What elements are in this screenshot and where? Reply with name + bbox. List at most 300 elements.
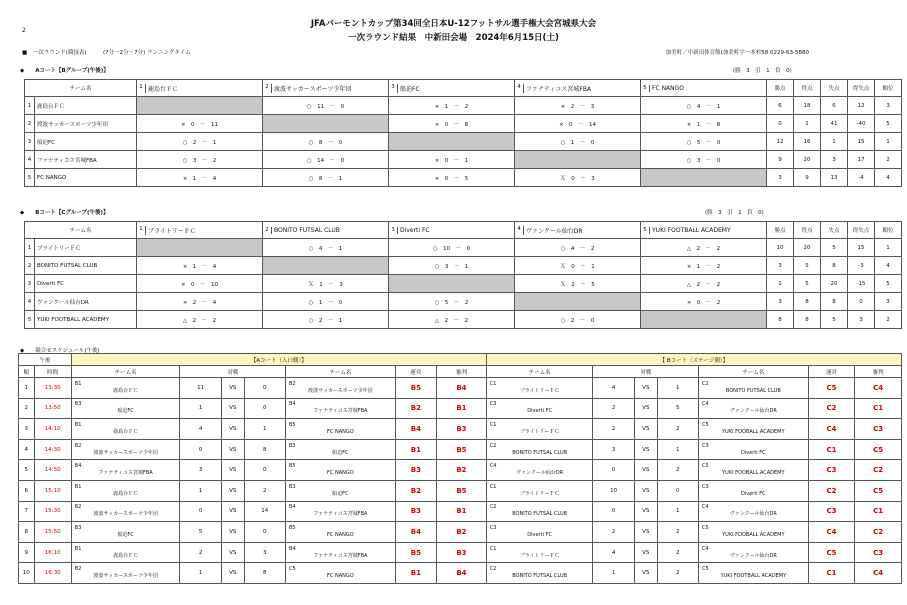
match-time: 13:50 bbox=[34, 398, 71, 419]
away-score: 1 bbox=[657, 439, 698, 460]
slot-code: B3 bbox=[74, 401, 82, 408]
home-team-cell bbox=[486, 398, 593, 419]
stat-value: 5 bbox=[821, 311, 848, 329]
operator-code: C1 bbox=[808, 439, 855, 460]
match-result-cell: × 0 － 10 bbox=[137, 275, 263, 293]
stat-value: 5 bbox=[794, 257, 821, 275]
stat-header: 得点 bbox=[794, 222, 821, 239]
match-time: 14:50 bbox=[34, 460, 71, 481]
team-name: Diverti FC bbox=[400, 226, 430, 234]
table-row bbox=[25, 133, 902, 151]
home-score: 2 bbox=[180, 542, 221, 563]
row-team-name: 渡波サッカースポーツ少年団 bbox=[35, 115, 137, 133]
team-name: 船迫FC bbox=[117, 531, 134, 538]
stat-header: 得失点 bbox=[848, 80, 875, 97]
slot-code: C5 bbox=[289, 566, 296, 573]
vs-label: VS bbox=[221, 378, 244, 399]
stat-value: 15 bbox=[848, 133, 875, 151]
self-match-cell bbox=[263, 257, 389, 275]
team-name: FC NANGO bbox=[652, 84, 685, 92]
row-team-name: 鹿島台ＦＣ bbox=[35, 97, 137, 115]
row-number: 3 bbox=[25, 133, 35, 151]
match-result-cell: ○ 2 － 0 bbox=[515, 311, 641, 329]
table-row bbox=[25, 169, 902, 187]
slot-code: B3 bbox=[74, 524, 82, 531]
slot-code: B4 bbox=[289, 545, 296, 552]
match-result-cell: × 0 － 11 bbox=[137, 115, 263, 133]
home-team-cell bbox=[71, 378, 180, 399]
slot-code: C3 bbox=[701, 442, 709, 449]
match-number: 7 bbox=[19, 501, 35, 522]
self-match-cell bbox=[137, 239, 263, 257]
home-score: 4 bbox=[180, 419, 221, 440]
court-a-header: 【Aコート（入口側）】 bbox=[71, 354, 486, 366]
team-name: YUKI FOOBALL ACADEMY bbox=[722, 428, 785, 435]
slot-code: B5 bbox=[289, 524, 296, 531]
team-name: 鹿島台ＦＣ bbox=[148, 85, 179, 93]
stat-value: 17 bbox=[848, 151, 875, 169]
self-match-cell bbox=[641, 169, 767, 187]
operator-code: C2 bbox=[808, 398, 855, 419]
opponent-header bbox=[641, 80, 767, 97]
opponent-header bbox=[263, 222, 389, 239]
referee-code: C3 bbox=[855, 542, 902, 563]
stat-value: 20 bbox=[794, 239, 821, 257]
referee-code: C2 bbox=[855, 522, 902, 543]
away-team-cell bbox=[286, 460, 396, 481]
slot-code: C2 bbox=[489, 566, 497, 573]
match-result-cell: × 2 － 4 bbox=[137, 293, 263, 311]
match-time: 15:50 bbox=[34, 522, 71, 543]
stat-value: 4 bbox=[875, 257, 902, 275]
home-score: 1 bbox=[180, 398, 221, 419]
stat-value: 1 bbox=[821, 133, 848, 151]
team-name: ブライトリーＦＣ bbox=[519, 387, 560, 394]
home-score: 0 bbox=[593, 501, 634, 522]
vs-label: VS bbox=[221, 480, 244, 501]
time-header: 時間 bbox=[34, 366, 71, 378]
opponent-header bbox=[641, 222, 767, 239]
home-score: 1 bbox=[180, 563, 221, 584]
slot-code: C3 bbox=[701, 483, 709, 490]
operator-code: B4 bbox=[395, 522, 436, 543]
referee-code: B1 bbox=[437, 501, 487, 522]
vs-label: VS bbox=[221, 460, 244, 481]
page-title: JFAバーモントカップ第34回全日本U-12フットサル選手権大会宮城県大会 bbox=[310, 19, 597, 29]
slot-code: C3 bbox=[489, 401, 497, 408]
stat-value: 12 bbox=[848, 97, 875, 115]
away-score: 2 bbox=[657, 460, 698, 481]
stat-value: 8 bbox=[821, 293, 848, 311]
away-team-cell bbox=[698, 542, 808, 563]
team-name: 渡波サッカースポーツ少年団 bbox=[93, 573, 158, 580]
match-number: 2 bbox=[19, 398, 35, 419]
slot-code: B3 bbox=[289, 442, 296, 449]
team-name: 鹿島台ＦＣ bbox=[113, 490, 139, 497]
stat-value: 5 bbox=[875, 115, 902, 133]
stat-value: 3 bbox=[848, 311, 875, 329]
team-name: 渡波サッカースポーツ少年団 bbox=[274, 85, 352, 93]
team-name: 鹿島台ＦＣ bbox=[113, 387, 139, 394]
team-name: 鹿島台ＦＣ bbox=[113, 552, 139, 559]
away-team-cell bbox=[698, 398, 808, 419]
match-result-cell: ○ 5 － 2 bbox=[389, 293, 515, 311]
match-result-cell: Ｘ 1 － 3 bbox=[263, 275, 389, 293]
operator-code: B3 bbox=[395, 501, 436, 522]
slot-code: B1 bbox=[74, 545, 82, 552]
team-number: 3 bbox=[389, 227, 398, 234]
match-result-cell: ○ 10 － 0 bbox=[389, 239, 515, 257]
team-name: ヴァンクール仙台DR bbox=[526, 227, 583, 235]
group-a-record-legend: (勝 3 引 1 負 0) bbox=[733, 68, 792, 74]
away-team-cell bbox=[698, 522, 808, 543]
away-score: 8 bbox=[244, 563, 285, 584]
match-result-cell: ○ 3 － 0 bbox=[641, 151, 767, 169]
schedule-row bbox=[19, 563, 902, 584]
slot-code: B1 bbox=[74, 483, 82, 490]
slot-code: B2 bbox=[74, 442, 82, 449]
vs-label: VS bbox=[634, 563, 657, 584]
away-team-cell bbox=[698, 419, 808, 440]
referee-code: C3 bbox=[855, 419, 902, 440]
team-name: ファナティコス宮城FBA bbox=[313, 511, 368, 518]
away-team-cell bbox=[698, 480, 808, 501]
vs-label: VS bbox=[634, 501, 657, 522]
referee-code: C5 bbox=[855, 480, 902, 501]
match-result-cell: ○ 1 － 0 bbox=[263, 293, 389, 311]
slot-code: C2 bbox=[489, 504, 497, 511]
match-result-cell: Ｘ 0 － 1 bbox=[515, 257, 641, 275]
operator-header: 運営 bbox=[395, 366, 436, 378]
match-number: 3 bbox=[19, 419, 35, 440]
team-header: チーム名 bbox=[486, 366, 593, 378]
team-name: BONITO FUTSAL CLUB bbox=[274, 226, 340, 234]
schedule-row bbox=[19, 460, 902, 481]
schedule-table bbox=[18, 353, 902, 584]
row-number: 4 bbox=[25, 151, 35, 169]
referee-code: B4 bbox=[437, 378, 487, 399]
match-time: 15:10 bbox=[34, 480, 71, 501]
match-time: 13:30 bbox=[34, 378, 71, 399]
stat-value: 0 bbox=[848, 293, 875, 311]
home-team-cell bbox=[486, 419, 593, 440]
away-score: 2 bbox=[657, 522, 698, 543]
match-result-cell: × 1 － 4 bbox=[137, 257, 263, 275]
match-number: 1 bbox=[19, 378, 35, 399]
slot-code: C5 bbox=[701, 463, 709, 470]
vs-label: VS bbox=[634, 460, 657, 481]
operator-code: C3 bbox=[808, 460, 855, 481]
stat-header: 順位 bbox=[875, 222, 902, 239]
self-match-cell bbox=[515, 293, 641, 311]
away-score: 1 bbox=[657, 378, 698, 399]
team-number: 1 bbox=[137, 84, 146, 93]
match-result-cell: △ 2 － 2 bbox=[389, 311, 515, 329]
home-team-cell bbox=[486, 542, 593, 563]
slot-code: B4 bbox=[289, 401, 296, 408]
away-score: 5 bbox=[657, 398, 698, 419]
team-name-header: チーム名 bbox=[25, 222, 137, 239]
team-name: YUKI FOOTBALL ACADEMY bbox=[720, 573, 787, 580]
home-score: 10 bbox=[593, 480, 634, 501]
group-b-label: ◆ Bコート【Cグループ(午後)】 bbox=[20, 210, 109, 216]
schedule-row bbox=[19, 439, 902, 460]
operator-code: C5 bbox=[808, 378, 855, 399]
stat-value: 1 bbox=[875, 133, 902, 151]
team-name: Diverti FC bbox=[527, 531, 552, 538]
team-name: ヴァンクール仙台DR bbox=[729, 408, 777, 415]
row-number: 4 bbox=[25, 293, 35, 311]
schedule-row bbox=[19, 522, 902, 543]
operator-code: B2 bbox=[395, 480, 436, 501]
team-name: ブライトリーＦＣ bbox=[519, 552, 560, 559]
match-result-cell: × 1 － 4 bbox=[137, 169, 263, 187]
match-result-cell: ○ 8 － 1 bbox=[263, 169, 389, 187]
team-number: 2 bbox=[263, 84, 272, 93]
team-number: 4 bbox=[515, 84, 524, 93]
match-number: 9 bbox=[19, 542, 35, 563]
opponent-header bbox=[263, 80, 389, 97]
home-score: 2 bbox=[593, 419, 634, 440]
opponent-header bbox=[515, 80, 641, 97]
team-name-header: チーム名 bbox=[25, 80, 137, 97]
row-team-name: BONITO FUTSAL CLUB bbox=[35, 257, 137, 275]
away-score: 1 bbox=[657, 501, 698, 522]
slot-code: B5 bbox=[289, 463, 296, 470]
vs-label: VS bbox=[634, 480, 657, 501]
vs-label: VS bbox=[634, 398, 657, 419]
match-result-cell: × 1 － 8 bbox=[641, 115, 767, 133]
team-name: YUKI FOOBALL ACADEMY bbox=[722, 470, 785, 477]
referee-code: B3 bbox=[437, 542, 487, 563]
home-score: 11 bbox=[180, 378, 221, 399]
away-score: 8 bbox=[244, 439, 285, 460]
referee-header: 審判 bbox=[437, 366, 487, 378]
row-number: 2 bbox=[25, 115, 35, 133]
opponent-header bbox=[137, 222, 263, 239]
away-team-cell bbox=[286, 480, 396, 501]
match-time: 14:10 bbox=[34, 419, 71, 440]
team-name: Diverti FC bbox=[741, 449, 766, 456]
team-number: 3 bbox=[389, 84, 398, 93]
stat-value: 5 bbox=[821, 239, 848, 257]
match-result-cell: × 1 － 2 bbox=[641, 257, 767, 275]
stat-value: 9 bbox=[794, 169, 821, 187]
team-name: ヴァンクール仙台DR bbox=[516, 470, 564, 477]
stat-value: 5 bbox=[794, 275, 821, 293]
stat-value: 0 bbox=[767, 115, 794, 133]
referee-code: C1 bbox=[855, 398, 902, 419]
stat-value: 8 bbox=[767, 311, 794, 329]
home-score: 3 bbox=[180, 460, 221, 481]
slot-code: B5 bbox=[289, 421, 296, 428]
stat-value: 20 bbox=[794, 151, 821, 169]
team-name: BONITO FUTSAL CLUB bbox=[512, 511, 568, 518]
self-match-cell bbox=[515, 151, 641, 169]
vs-label: VS bbox=[634, 542, 657, 563]
group-a-label: ◆ Aコート【Bグループ(午後)】 bbox=[20, 68, 109, 74]
stat-value: 3 bbox=[875, 97, 902, 115]
home-team-cell bbox=[486, 522, 593, 543]
stat-value: 8 bbox=[794, 293, 821, 311]
operator-header: 運営 bbox=[808, 366, 855, 378]
referee-code: C2 bbox=[855, 460, 902, 481]
team-name: BONITO FUTSAL CLUB bbox=[512, 573, 568, 580]
match-result-cell: △ 2 － 2 bbox=[137, 311, 263, 329]
team-name: ファナティコス宮城FBA bbox=[98, 470, 153, 477]
team-name: 船迫FC bbox=[332, 490, 349, 497]
stat-header: 勝点 bbox=[767, 222, 794, 239]
referee-code: C4 bbox=[855, 563, 902, 584]
team-number: 5 bbox=[641, 85, 650, 92]
team-name: YUKI FOOBALL ACADEMY bbox=[722, 531, 785, 538]
match-result-cell: × 0 － 2 bbox=[641, 293, 767, 311]
match-result-cell: ○ 3 － 2 bbox=[137, 151, 263, 169]
vs-label: VS bbox=[634, 378, 657, 399]
row-number: 5 bbox=[25, 169, 35, 187]
stat-value: 1 bbox=[794, 115, 821, 133]
home-team-cell bbox=[71, 563, 180, 584]
team-name: 船迫FC bbox=[117, 408, 134, 415]
stat-value: 1 bbox=[875, 239, 902, 257]
vs-label: VS bbox=[221, 522, 244, 543]
away-team-cell bbox=[698, 501, 808, 522]
match-result-cell: △ 2 － 2 bbox=[641, 275, 767, 293]
vs-header: 対戦 bbox=[180, 366, 286, 378]
away-team-cell bbox=[286, 501, 396, 522]
stat-value: 3 bbox=[875, 293, 902, 311]
row-number: 1 bbox=[25, 239, 35, 257]
vs-header: 対戦 bbox=[593, 366, 699, 378]
row-number: 2 bbox=[25, 257, 35, 275]
self-match-cell bbox=[137, 97, 263, 115]
slot-code: B1 bbox=[74, 421, 82, 428]
table-row bbox=[25, 311, 902, 329]
stat-value: -4 bbox=[848, 169, 875, 187]
slot-code: C4 bbox=[701, 401, 709, 408]
stat-header: 得失点 bbox=[848, 222, 875, 239]
round-meta: ■ 一次ラウンド(競技表) (7分－2分－7分) ランニングタイム bbox=[22, 50, 191, 56]
away-team-cell bbox=[286, 419, 396, 440]
away-team-cell bbox=[286, 522, 396, 543]
match-result-cell: × 0 － 1 bbox=[389, 151, 515, 169]
match-result-cell: × 0 － 14 bbox=[515, 115, 641, 133]
vs-label: VS bbox=[221, 439, 244, 460]
away-score: 0 bbox=[244, 522, 285, 543]
self-match-cell bbox=[389, 133, 515, 151]
stat-value: 1 bbox=[767, 275, 794, 293]
match-number: 6 bbox=[19, 480, 35, 501]
home-team-cell bbox=[71, 542, 180, 563]
slot-code: B3 bbox=[289, 483, 296, 490]
slot-code: C2 bbox=[701, 380, 709, 387]
stat-value: 15 bbox=[848, 239, 875, 257]
away-team-cell bbox=[698, 378, 808, 399]
row-team-name: 船迫FC bbox=[35, 133, 137, 151]
match-result-cell: ○ 2 － 1 bbox=[263, 311, 389, 329]
referee-code: C1 bbox=[855, 501, 902, 522]
table-row bbox=[25, 257, 902, 275]
stat-value: 10 bbox=[767, 239, 794, 257]
away-score: 2 bbox=[244, 480, 285, 501]
match-number: 8 bbox=[19, 522, 35, 543]
team-number: 4 bbox=[515, 226, 524, 235]
group-a-league-table bbox=[24, 79, 902, 187]
team-name: 渡波サッカースポーツ少年団 bbox=[93, 449, 158, 456]
operator-code: B2 bbox=[395, 398, 436, 419]
match-number: 4 bbox=[19, 439, 35, 460]
slot-code: B2 bbox=[289, 380, 296, 387]
slot-code: B2 bbox=[74, 504, 82, 511]
table-row bbox=[25, 115, 902, 133]
match-result-cell: Ｘ 2 － 5 bbox=[515, 275, 641, 293]
stat-value: 3 bbox=[767, 169, 794, 187]
slot-code: C5 bbox=[701, 421, 709, 428]
match-result-cell: × 1 － 2 bbox=[389, 97, 515, 115]
operator-code: B1 bbox=[395, 563, 436, 584]
match-result-cell: ○ 4 － 1 bbox=[263, 239, 389, 257]
match-result-cell: ○ 3 － 1 bbox=[389, 257, 515, 275]
schedule-row bbox=[19, 480, 902, 501]
away-score: 14 bbox=[244, 501, 285, 522]
home-team-cell bbox=[486, 460, 593, 481]
operator-code: B4 bbox=[395, 419, 436, 440]
table-row bbox=[25, 151, 902, 169]
vs-label: VS bbox=[221, 542, 244, 563]
stat-header: 得点 bbox=[794, 80, 821, 97]
team-name: ヴァンクール仙台DR bbox=[729, 511, 777, 518]
stat-value: 3 bbox=[767, 293, 794, 311]
team-name: FC NANGO bbox=[327, 428, 354, 435]
match-number: 5 bbox=[19, 460, 35, 481]
stat-value: 2 bbox=[875, 311, 902, 329]
venue-address: 加美町／中新田体育館(加美町字一本杉58 0229-63-5880 bbox=[665, 50, 809, 56]
operator-code: C2 bbox=[808, 480, 855, 501]
slot-code: C3 bbox=[489, 524, 497, 531]
away-score: 2 bbox=[657, 563, 698, 584]
team-name: 渡波サッカースポーツ少年団 bbox=[93, 511, 158, 518]
referee-code: C4 bbox=[855, 378, 902, 399]
match-result-cell: Ｘ 0 － 3 bbox=[515, 169, 641, 187]
stat-value: -3 bbox=[848, 257, 875, 275]
stat-value: 6 bbox=[767, 97, 794, 115]
row-team-name: FC NANGO bbox=[35, 169, 137, 187]
referee-code: B5 bbox=[437, 480, 487, 501]
home-team-cell bbox=[71, 522, 180, 543]
away-score: 3 bbox=[244, 542, 285, 563]
stat-value: 3 bbox=[767, 257, 794, 275]
stat-header: 失点 bbox=[821, 222, 848, 239]
away-score: 0 bbox=[244, 378, 285, 399]
match-result-cell: ○ 4 － 1 bbox=[641, 97, 767, 115]
vs-label: VS bbox=[221, 398, 244, 419]
team-number: 2 bbox=[263, 227, 272, 234]
vs-label: VS bbox=[221, 419, 244, 440]
match-result-cell: ○ 4 － 2 bbox=[515, 239, 641, 257]
team-name: YUKI FOOTBALL ACADEMY bbox=[652, 226, 731, 234]
away-score: 1 bbox=[244, 419, 285, 440]
stat-value: 16 bbox=[794, 133, 821, 151]
home-team-cell bbox=[71, 501, 180, 522]
home-score: 5 bbox=[180, 522, 221, 543]
schedule-row bbox=[19, 419, 902, 440]
team-name: 船迫FC bbox=[332, 449, 349, 456]
home-score: 4 bbox=[593, 378, 634, 399]
away-team-cell bbox=[698, 563, 808, 584]
self-match-cell bbox=[389, 275, 515, 293]
away-team-cell bbox=[286, 439, 396, 460]
table-row bbox=[25, 97, 902, 115]
